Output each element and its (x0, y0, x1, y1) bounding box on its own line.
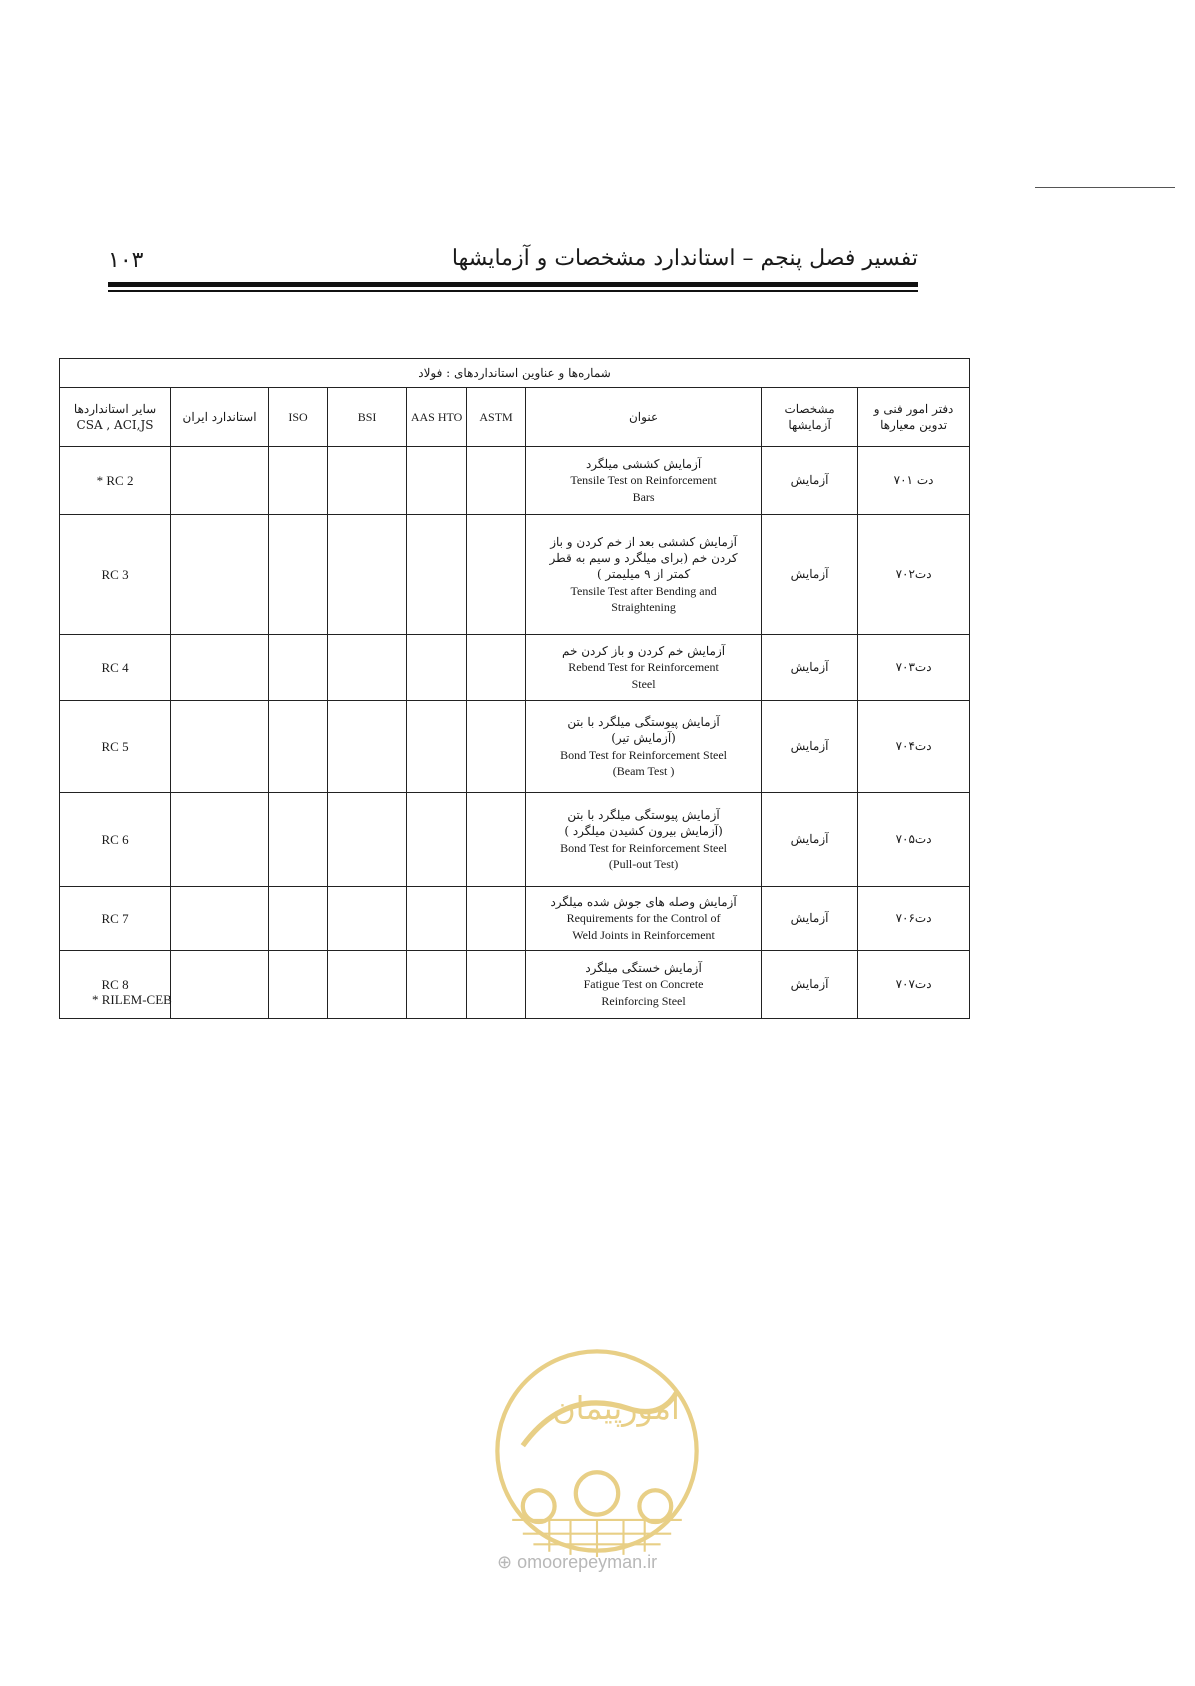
table-row (60, 701, 970, 793)
cell-iran (171, 447, 269, 515)
title-en-line: Bond Test for Reinforcement Steel (560, 747, 728, 762)
title-en-line: (Beam Test ) (612, 763, 675, 778)
cell-aashto (407, 701, 467, 793)
cell-iran (171, 515, 269, 635)
cell-astm (467, 515, 526, 635)
cell-aashto (407, 635, 467, 701)
cell-spec: آزمایش (762, 951, 858, 1019)
title-en-line: Steel (631, 676, 656, 691)
chapter-title: تفسیر فصل پنجم – استاندارد مشخصات و آزمایشها (451, 246, 918, 271)
cell-iso (269, 951, 328, 1019)
cell-office: دت۷۰۶ (858, 887, 970, 951)
cell-aashto (407, 887, 467, 951)
cell-other: RC 3 (60, 515, 171, 635)
title-en-line: Rebend Test for Reinforcement (568, 660, 719, 675)
title-en-line: Bars (632, 489, 655, 504)
cell-astm (467, 951, 526, 1019)
cell-iso (269, 793, 328, 887)
cell-other: RC 7 (60, 887, 171, 951)
cell-astm (467, 701, 526, 793)
cell-other: RC 8 (60, 951, 171, 1019)
cell-title (526, 447, 762, 515)
title-en-line: Bond Test for Reinforcement Steel (560, 840, 728, 855)
cell-title (526, 887, 762, 951)
cell-iso (269, 701, 328, 793)
title-en-line: Weld Joints in Reinforcement (572, 927, 715, 942)
cell-spec: آزمایش (762, 701, 858, 793)
page-number: ۱۰۳ (108, 248, 144, 273)
title-en-line: Tensile Test on Reinforcement (570, 473, 717, 488)
header-rule-thick (108, 282, 918, 287)
title-fa-line: آزمایش کششی بعد از خم کردن و باز (550, 535, 737, 550)
header-other: سایر استانداردها CSA , ACI,JS (60, 388, 171, 447)
cell-other: * RC 2 (60, 447, 171, 515)
title-en-line: Fatigue Test on Concrete (583, 977, 704, 992)
cell-iran (171, 793, 269, 887)
steel-standards-table (59, 358, 970, 1019)
cell-astm (467, 635, 526, 701)
cell-office: دت۷۰۴ (858, 701, 970, 793)
header-iran: استاندارد ایران (171, 388, 269, 447)
table-row (60, 951, 970, 1019)
title-en-line: Straightening (611, 599, 676, 614)
watermark-seal-icon (491, 1345, 703, 1557)
cell-other: RC 4 (60, 635, 171, 701)
title-fa-line: آزمایش خستگی میلگرد (585, 961, 702, 976)
cell-office: دت۷۰۵ (858, 793, 970, 887)
header-office: دفتر امور فنی و تدوین معیارها (858, 388, 970, 447)
title-en-line: Requirements for the Control of (566, 911, 721, 926)
cell-iso (269, 515, 328, 635)
title-fa-line: کمتر از ۹ میلیمتر ) (596, 567, 691, 582)
cell-aashto (407, 951, 467, 1019)
cell-bsi (328, 951, 407, 1019)
table-row (60, 887, 970, 951)
title-fa-line: (آزمایش تیر) (611, 731, 676, 746)
cell-bsi (328, 635, 407, 701)
cell-iso (269, 635, 328, 701)
cell-office: دت۷۰۷ (858, 951, 970, 1019)
header-rule-thin (108, 290, 918, 292)
cell-iran (171, 701, 269, 793)
cell-title (526, 951, 762, 1019)
title-fa-line: آزمایش پیوستگی میلگرد با بتن (567, 808, 720, 823)
table-body (60, 447, 970, 1019)
title-fa-line: آزمایش خم کردن و باز کردن خم (562, 644, 726, 659)
watermark-url (497, 1552, 657, 1573)
cell-office: دت۷۰۳ (858, 635, 970, 701)
cell-other: RC 5 (60, 701, 171, 793)
cell-astm (467, 793, 526, 887)
title-fa-line: آزمایش پیوستگی میلگرد با بتن (567, 715, 720, 730)
title-en-line: Tensile Test after Bending and (570, 583, 717, 598)
title-fa-line: آزمایش وصله های جوش شده میلگرد (550, 895, 737, 910)
cell-spec: آزمایش (762, 887, 858, 951)
cell-spec: آزمایش (762, 515, 858, 635)
cell-office: دت ۷۰۱ (858, 447, 970, 515)
cell-iran (171, 635, 269, 701)
cell-spec: آزمایش (762, 635, 858, 701)
title-fa-line: آزمایش کششی میلگرد (585, 457, 702, 472)
table-row (60, 793, 970, 887)
watermark-url-text: omoorepeyman.ir (517, 1552, 658, 1572)
table-row (60, 447, 970, 515)
cell-astm (467, 887, 526, 951)
cell-iso (269, 447, 328, 515)
scan-artifact-rule (1035, 187, 1175, 188)
header-astm: ASTM (467, 388, 526, 447)
header-spec: مشخصات آزمایشها (762, 388, 858, 447)
cell-bsi (328, 515, 407, 635)
cell-title (526, 515, 762, 635)
cell-title (526, 635, 762, 701)
cell-title (526, 793, 762, 887)
cell-bsi (328, 447, 407, 515)
header-iso: ISO (269, 388, 328, 447)
globe-icon: ⊕ (497, 1552, 513, 1572)
title-en-line: (Pull-out Test) (608, 856, 679, 871)
header-title: عنوان (526, 388, 762, 447)
seal-logo-text: امورپیمان (552, 1390, 680, 1428)
cell-iran (171, 951, 269, 1019)
title-fa-line: کردن خم (برای میلگرد و سیم به قطر (549, 551, 738, 566)
header-bsi: BSI (328, 388, 407, 447)
cell-bsi (328, 793, 407, 887)
table-row (60, 515, 970, 635)
cell-aashto (407, 793, 467, 887)
cell-astm (467, 447, 526, 515)
cell-spec: آزمایش (762, 447, 858, 515)
header-aashto: AAS HTO (407, 388, 467, 447)
table-row (60, 635, 970, 701)
cell-aashto (407, 447, 467, 515)
cell-other: RC 6 (60, 793, 171, 887)
cell-aashto (407, 515, 467, 635)
cell-bsi (328, 701, 407, 793)
cell-bsi (328, 887, 407, 951)
footnote: * RILEM-CEB (92, 992, 172, 1007)
cell-title (526, 701, 762, 793)
title-en-line: Reinforcing Steel (601, 993, 686, 1008)
title-fa-line: (آزمایش بیرون کشیدن میلگرد ) (564, 824, 723, 839)
cell-spec: آزمایش (762, 793, 858, 887)
table-caption: شماره‌ها و عناوین استانداردهای : فولاد (60, 359, 970, 388)
cell-iso (269, 887, 328, 951)
cell-office: دت۷۰۲ (858, 515, 970, 635)
cell-iran (171, 887, 269, 951)
